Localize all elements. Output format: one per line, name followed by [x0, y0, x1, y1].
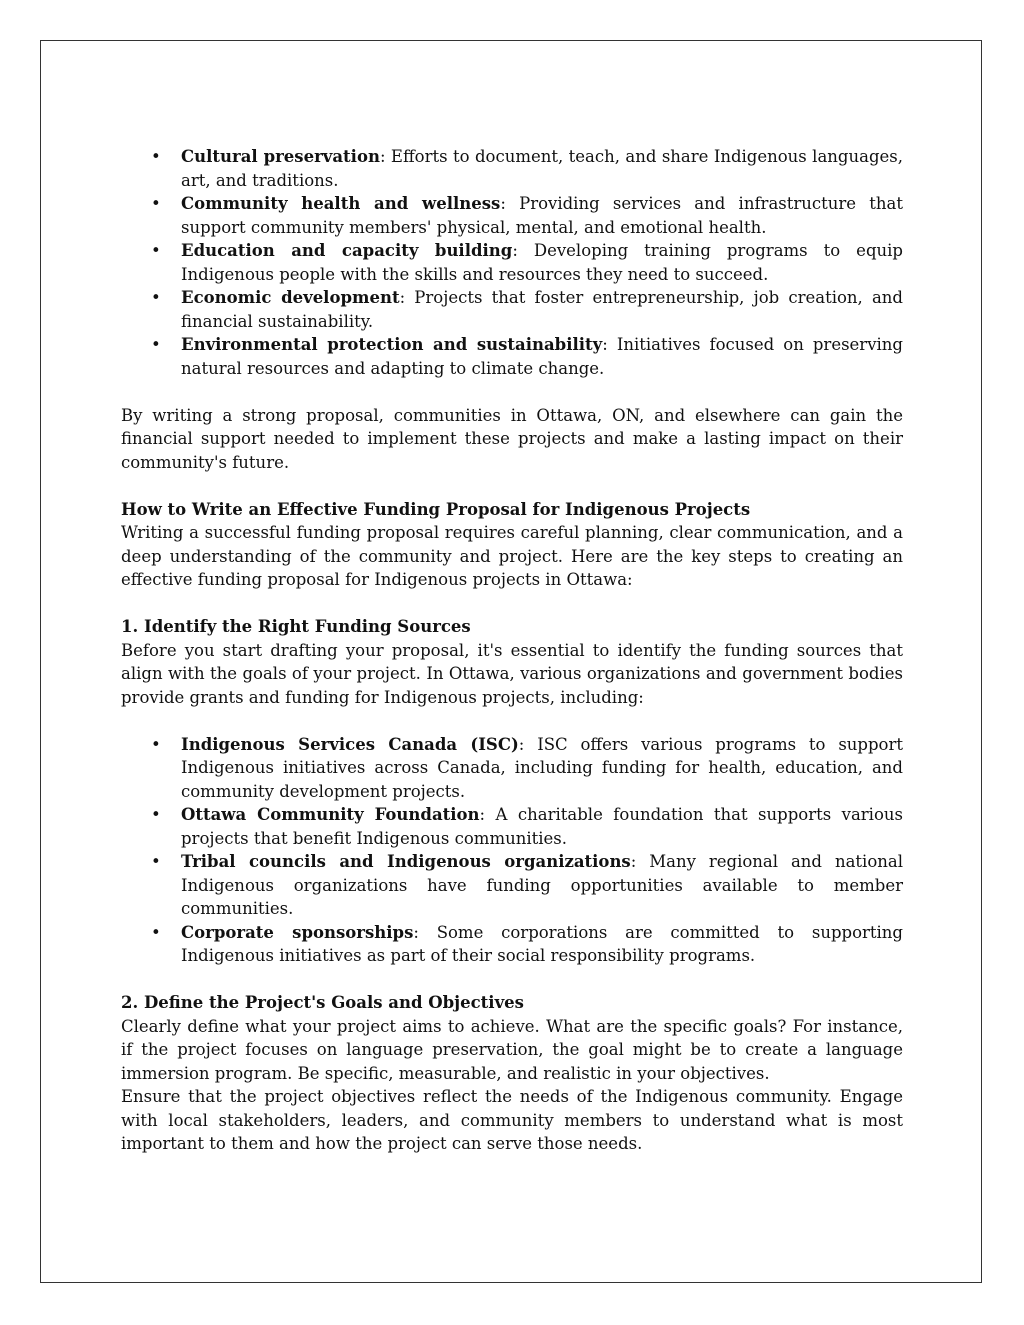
list-item-term: Education and capacity building [181, 241, 513, 260]
list-item [121, 803, 903, 850]
list-item-term: Indigenous Services Canada (ISC) [181, 734, 519, 754]
list-item-text: : A charitable foundation that supports various projects that benefit Indigenous communities. [181, 805, 903, 848]
list-item [121, 145, 903, 192]
list-item-term: Corporate sponsorships [181, 922, 414, 942]
spacer [121, 968, 903, 992]
document-body [121, 145, 903, 1156]
paragraph: Clearly define what your project aims to achieve. What are the specific goals? For instance, if the project focuses on language preservation, the goal might be to create a language immersion program. Be specific, measurable, and realistic in your objectives. [121, 1016, 903, 1083]
list-item-term: Economic development [181, 288, 400, 307]
project-types-list [121, 145, 903, 380]
funding-sources-list [121, 733, 903, 968]
list-item-term: Community health and wellness [181, 194, 501, 213]
list-item [121, 192, 903, 239]
list-item-text: : Efforts to document, teach, and share Indigenous languages, art, and traditions. [181, 147, 903, 190]
spacer [121, 592, 903, 616]
list-item-term: Tribal councils and Indigenous organizations [181, 852, 631, 871]
list-item-term: Ottawa Community Foundation [181, 805, 480, 824]
list-item-text: : Some corporations are committed to supporting Indigenous initiatives as part of their social responsibility programs. [181, 922, 903, 965]
spacer [121, 709, 903, 733]
list-item-text: : Projects that foster entrepreneurship, job creation, and financial sustainability. [181, 288, 903, 331]
list-item [121, 850, 903, 921]
list-item-text: : Initiatives focused on preserving natural resources and adapting to climate change. [181, 335, 903, 378]
paragraph: Writing a successful funding proposal requires careful planning, clear communication, and a deep understanding of the community and project. Here are the key steps to creating an effective funding proposal for Indigenous projects in Ottawa: [121, 523, 903, 589]
section-heading: 1. Identify the Right Funding Sources [121, 617, 471, 636]
list-item [121, 733, 903, 804]
list-item-term: Environmental protection and sustainability [181, 335, 603, 354]
section-heading: How to Write an Effective Funding Proposal for Indigenous Projects [121, 499, 751, 519]
section-heading: 2. Define the Project's Goals and Objectives [121, 993, 524, 1012]
list-item [121, 239, 903, 286]
spacer [121, 380, 903, 404]
paragraph: By writing a strong proposal, communities in Ottawa, ON, and elsewhere can gain the financial support needed to implement these projects and make a lasting impact on their community's future. [121, 405, 903, 472]
list-item-text: : Many regional and national Indigenous organizations have funding opportunities available to member communities. [181, 852, 903, 918]
list-item [121, 921, 903, 968]
list-item-term: Cultural preservation [181, 147, 380, 166]
list-item-text: : Developing training programs to equip Indigenous people with the skills and resources they need to succeed. [181, 241, 903, 284]
spacer [121, 474, 903, 498]
paragraph: Ensure that the project objectives reflect the needs of the Indigenous community. Engage with local stakeholders, leaders, and community members to understand what is most important to them and how the project can serve those needs. [121, 1087, 903, 1153]
list-item [121, 333, 903, 380]
paragraph: Before you start drafting your proposal, it's essential to identify the funding sources that align with the goals of your project. In Ottawa, various organizations and government bodies provide grants and funding for Indigenous projects, including: [121, 640, 903, 707]
list-item-text: : Providing services and infrastructure that support community members' physical, mental, and emotional health. [181, 194, 903, 237]
list-item [121, 286, 903, 333]
list-item-text: : ISC offers various programs to support Indigenous initiatives across Canada, including funding for health, education, and community development projects. [181, 734, 904, 801]
